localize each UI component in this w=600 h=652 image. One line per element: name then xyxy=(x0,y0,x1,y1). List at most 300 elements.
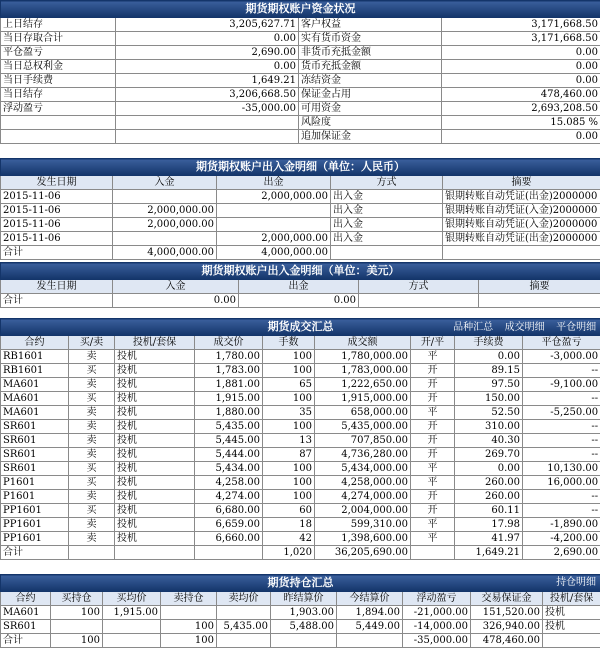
cell: 52.50 xyxy=(455,406,523,420)
cell: 买 xyxy=(69,476,115,490)
total-cell: 478,460.00 xyxy=(471,634,543,648)
cell: 60.11 xyxy=(455,504,523,518)
cell: 投机 xyxy=(115,518,195,532)
cell: 可用资金 xyxy=(299,102,442,116)
trade-row xyxy=(1,532,600,546)
cell: 5,449.00 xyxy=(337,620,403,634)
cell: 260.00 xyxy=(455,490,523,504)
cny-row xyxy=(1,218,600,232)
cell: 0.00 xyxy=(455,462,523,476)
trade-row xyxy=(1,504,600,518)
total-row xyxy=(1,546,600,560)
cell: 599,310.00 xyxy=(315,518,411,532)
cell: 浮动盈亏 xyxy=(1,102,116,116)
cell: 追加保证金 xyxy=(299,130,442,144)
cell: 卖 xyxy=(69,448,115,462)
cny-title: 期货期权账户出入金明细（单位：人民币） xyxy=(1,159,600,176)
total-cell xyxy=(337,634,403,648)
cell: 0.00 xyxy=(442,130,600,144)
cell: 平 xyxy=(411,532,455,546)
cell: 1,780.00 xyxy=(195,350,263,364)
cell: 2,004,000.00 xyxy=(315,504,411,518)
cell: 投机 xyxy=(543,606,600,620)
cell xyxy=(116,116,299,130)
cell: 投机 xyxy=(115,462,195,476)
cell: 100 xyxy=(263,476,315,490)
total-cell: 2,690.00 xyxy=(523,546,600,560)
cell: -35,000.00 xyxy=(116,102,299,116)
cell: 478,460.00 xyxy=(442,88,600,102)
cell: 41.97 xyxy=(455,532,523,546)
cell: 100 xyxy=(263,392,315,406)
total-cell: 100 xyxy=(161,634,217,648)
cell: -- xyxy=(523,448,600,462)
cell: 40.30 xyxy=(455,434,523,448)
position-row xyxy=(1,606,600,620)
cell: -1,890.00 xyxy=(523,518,600,532)
cell: MA601 xyxy=(1,406,69,420)
trade-row xyxy=(1,518,600,532)
cell xyxy=(1,116,116,130)
total-cell: 100 xyxy=(51,634,103,648)
total-cell xyxy=(411,546,455,560)
cell: 150.00 xyxy=(455,392,523,406)
column-header: 今结算价 xyxy=(337,592,403,606)
cell: 100 xyxy=(263,420,315,434)
column-header: 合约 xyxy=(1,336,69,350)
cell xyxy=(1,130,116,144)
cell xyxy=(217,204,331,218)
trades-links xyxy=(453,319,596,336)
total-cell: 0.00 xyxy=(239,294,359,308)
cell xyxy=(217,218,331,232)
funds-row xyxy=(1,32,600,46)
cell: 17.98 xyxy=(455,518,523,532)
cell: 0.00 xyxy=(116,60,299,74)
cell: -14,000.00 xyxy=(403,620,471,634)
cell: P1601 xyxy=(1,476,69,490)
total-cell xyxy=(479,294,600,308)
cell: 5,488.00 xyxy=(271,620,337,634)
funds-row xyxy=(1,18,600,32)
column-header: 买均价 xyxy=(103,592,161,606)
position-row xyxy=(1,620,600,634)
column-header: 发生日期 xyxy=(1,176,113,190)
cell: RB1601 xyxy=(1,364,69,378)
cell: 0.00 xyxy=(116,32,299,46)
cell: 1,903.00 xyxy=(271,606,337,620)
cell: 326,940.00 xyxy=(471,620,543,634)
cell: 35 xyxy=(263,406,315,420)
cell: SR601 xyxy=(1,420,69,434)
cell: 269.70 xyxy=(455,448,523,462)
cny-row xyxy=(1,232,600,246)
column-header: 开/平 xyxy=(411,336,455,350)
total-cell xyxy=(195,546,263,560)
total-cell: -35,000.00 xyxy=(403,634,471,648)
cell: 上日结存 xyxy=(1,18,116,32)
cell: 100 xyxy=(263,462,315,476)
cell xyxy=(103,620,161,634)
trades-title: 期货成交汇总 xyxy=(267,320,334,333)
cell: SR601 xyxy=(1,434,69,448)
cell xyxy=(161,606,217,620)
cell: 3,205,627.71 xyxy=(116,18,299,32)
total-cell: 36,205,690.00 xyxy=(315,546,411,560)
cell: -3,000.00 xyxy=(523,350,600,364)
total-cell xyxy=(103,634,161,648)
cell: 开 xyxy=(411,504,455,518)
cell: 卖 xyxy=(69,406,115,420)
cell: 6,680.00 xyxy=(195,504,263,518)
cell: 2,000,000.00 xyxy=(217,190,331,204)
cell: -- xyxy=(523,420,600,434)
total-cell xyxy=(543,634,600,648)
column-header: 手续费 xyxy=(455,336,523,350)
cell: 1,915,000.00 xyxy=(315,392,411,406)
cell: 投机 xyxy=(115,448,195,462)
link-variety-summary[interactable]: 品种汇总 xyxy=(453,322,494,333)
cell: 买 xyxy=(69,462,115,476)
cell: 100 xyxy=(263,350,315,364)
cell: 卖 xyxy=(69,350,115,364)
funds-row xyxy=(1,102,600,116)
column-header: 摘要 xyxy=(443,176,600,190)
cell: 4,736,280.00 xyxy=(315,448,411,462)
column-header: 卖均价 xyxy=(217,592,271,606)
cell: 卖 xyxy=(69,420,115,434)
total-cell xyxy=(69,546,115,560)
cell: 投机 xyxy=(115,504,195,518)
cell: 2,693,208.50 xyxy=(442,102,600,116)
cell: 97.50 xyxy=(455,378,523,392)
positions-header xyxy=(1,575,600,592)
cell: 89.15 xyxy=(455,364,523,378)
cell xyxy=(113,232,217,246)
total-row xyxy=(1,634,600,648)
usd-table xyxy=(0,262,600,308)
trades-header xyxy=(1,319,600,336)
column-header: 入金 xyxy=(113,176,217,190)
cell: 1,783,000.00 xyxy=(315,364,411,378)
total-cell xyxy=(331,246,443,260)
cell: 1,915.00 xyxy=(103,606,161,620)
cell: 0.00 xyxy=(442,74,600,88)
cell: 3,171,668.50 xyxy=(442,32,600,46)
cell: PP1601 xyxy=(1,518,69,532)
cell: RB1601 xyxy=(1,350,69,364)
cell: 卖 xyxy=(69,518,115,532)
trade-row xyxy=(1,420,600,434)
total-cell xyxy=(217,634,271,648)
cell: MA601 xyxy=(1,392,69,406)
column-header: 方式 xyxy=(331,176,443,190)
total-cell xyxy=(271,634,337,648)
cell: 10,130.00 xyxy=(523,462,600,476)
cell: 平 xyxy=(411,476,455,490)
cell: 开 xyxy=(411,490,455,504)
trade-row xyxy=(1,378,600,392)
cell: 2,000,000.00 xyxy=(217,232,331,246)
cell: 4,274.00 xyxy=(195,490,263,504)
cell: 4,258,000.00 xyxy=(315,476,411,490)
cell: 当日存取合计 xyxy=(1,32,116,46)
cell: 3,171,668.50 xyxy=(442,18,600,32)
total-cell: 合计 xyxy=(1,294,113,308)
funds-row xyxy=(1,130,600,144)
column-header: 投机/套保 xyxy=(543,592,600,606)
cell: 客户权益 xyxy=(299,18,442,32)
cell: 4,274,000.00 xyxy=(315,490,411,504)
trade-row xyxy=(1,350,600,364)
cell: 5,445.00 xyxy=(195,434,263,448)
total-cell: 1,649.21 xyxy=(455,546,523,560)
total-row xyxy=(1,294,600,308)
funds-title: 期货期权账户资金状况 xyxy=(1,1,600,18)
cell: 卖 xyxy=(69,532,115,546)
cell: PP1601 xyxy=(1,504,69,518)
cell: 6,659.00 xyxy=(195,518,263,532)
cell: 银期转账自动凭证(出金)2000000 xyxy=(443,232,600,246)
cell: 42 xyxy=(263,532,315,546)
cell: 100 xyxy=(51,606,103,620)
cell: 投机 xyxy=(115,476,195,490)
cell: 100 xyxy=(263,490,315,504)
cell: 银期转账自动凭证(入金)2000000 xyxy=(443,218,600,232)
column-header: 入金 xyxy=(113,280,239,294)
cell: 2015-11-06 xyxy=(1,204,113,218)
cny-table xyxy=(0,158,600,260)
cell: 出入金 xyxy=(331,218,443,232)
cell: -21,000.00 xyxy=(403,606,471,620)
funds-row xyxy=(1,116,600,130)
total-cell: 0.00 xyxy=(113,294,239,308)
cell: 卖 xyxy=(69,434,115,448)
cell: 1,881.00 xyxy=(195,378,263,392)
cell: 买 xyxy=(69,504,115,518)
cell: 658,000.00 xyxy=(315,406,411,420)
cell: 5,434.00 xyxy=(195,462,263,476)
positions-title: 期货持仓汇总 xyxy=(267,576,334,589)
column-header: 平仓盈亏 xyxy=(523,336,600,350)
cell: 260.00 xyxy=(455,476,523,490)
cell: 87 xyxy=(263,448,315,462)
cell: 投机 xyxy=(115,490,195,504)
cell: 1,894.00 xyxy=(337,606,403,620)
trade-row xyxy=(1,448,600,462)
cell: 1,915.00 xyxy=(195,392,263,406)
cell: -- xyxy=(523,504,600,518)
cell: 1,780,000.00 xyxy=(315,350,411,364)
column-header: 买持仓 xyxy=(51,592,103,606)
cell: MA601 xyxy=(1,606,51,620)
total-cell xyxy=(115,546,195,560)
cell: 65 xyxy=(263,378,315,392)
column-header: 交易保证金 xyxy=(471,592,543,606)
cell: -- xyxy=(523,490,600,504)
cell: 13 xyxy=(263,434,315,448)
total-row xyxy=(1,246,600,260)
column-headers xyxy=(1,336,600,350)
cell: 2015-11-06 xyxy=(1,218,113,232)
cell: SR601 xyxy=(1,620,51,634)
trade-row xyxy=(1,476,600,490)
trades-table xyxy=(0,318,600,560)
cell: 100 xyxy=(161,620,217,634)
cell: 出入金 xyxy=(331,204,443,218)
cell: 保证金占用 xyxy=(299,88,442,102)
column-header: 方式 xyxy=(359,280,479,294)
column-header: 摘要 xyxy=(479,280,600,294)
column-header: 发生日期 xyxy=(1,280,113,294)
cell: 开 xyxy=(411,364,455,378)
cell: 平 xyxy=(411,518,455,532)
total-cell: 1,020 xyxy=(263,546,315,560)
cell: 卖 xyxy=(69,378,115,392)
column-headers xyxy=(1,280,600,294)
positions-table xyxy=(0,574,600,648)
cell: 买 xyxy=(69,364,115,378)
link-trade-detail[interactable]: 成交明细 xyxy=(504,322,545,333)
cell: -- xyxy=(523,434,600,448)
cell xyxy=(116,130,299,144)
cell: SR601 xyxy=(1,448,69,462)
cell: 投机 xyxy=(115,350,195,364)
cell: 6,660.00 xyxy=(195,532,263,546)
cell: 投机 xyxy=(115,434,195,448)
cell: 平 xyxy=(411,462,455,476)
cell: 4,258.00 xyxy=(195,476,263,490)
cell: 出入金 xyxy=(331,190,443,204)
link-close-detail[interactable]: 平仓明细 xyxy=(556,322,597,333)
cny-row xyxy=(1,190,600,204)
cell: 卖 xyxy=(69,490,115,504)
cell: 151,520.00 xyxy=(471,606,543,620)
column-header: 成交额 xyxy=(315,336,411,350)
cell: 货币充抵金额 xyxy=(299,60,442,74)
cell: 1,398,600.00 xyxy=(315,532,411,546)
cell: 开 xyxy=(411,420,455,434)
column-header: 成交价 xyxy=(195,336,263,350)
cell: 当日手续费 xyxy=(1,74,116,88)
cell: 投机 xyxy=(115,406,195,420)
cell: 2015-11-06 xyxy=(1,232,113,246)
total-cell xyxy=(359,294,479,308)
cell xyxy=(217,606,271,620)
cell: MA601 xyxy=(1,378,69,392)
total-cell: 合计 xyxy=(1,246,113,260)
cell: 银期转账自动凭证(出金)2000000 xyxy=(443,190,600,204)
trade-row xyxy=(1,406,600,420)
cell: 平 xyxy=(411,406,455,420)
cell: 18 xyxy=(263,518,315,532)
cell: 当日结存 xyxy=(1,88,116,102)
funds-table xyxy=(0,0,600,144)
cell: 1,783.00 xyxy=(195,364,263,378)
column-header: 买/卖 xyxy=(69,336,115,350)
cell: 出入金 xyxy=(331,232,443,246)
cell: -4,200.00 xyxy=(523,532,600,546)
cell: -5,250.00 xyxy=(523,406,600,420)
cny-row xyxy=(1,204,600,218)
cell: 冻结资金 xyxy=(299,74,442,88)
total-cell: 4,000,000.00 xyxy=(113,246,217,260)
cell: 16,000.00 xyxy=(523,476,600,490)
total-cell xyxy=(443,246,600,260)
funds-row xyxy=(1,46,600,60)
column-headers xyxy=(1,176,600,190)
cell: 实有货币资金 xyxy=(299,32,442,46)
cell: PP1601 xyxy=(1,532,69,546)
column-headers xyxy=(1,592,600,606)
cell: -9,100.00 xyxy=(523,378,600,392)
cell: 开 xyxy=(411,392,455,406)
trade-row xyxy=(1,462,600,476)
cell: 707,850.00 xyxy=(315,434,411,448)
cell: SR601 xyxy=(1,462,69,476)
cell: 投机 xyxy=(543,620,600,634)
funds-row xyxy=(1,60,600,74)
cell: 当日总权利金 xyxy=(1,60,116,74)
trade-row xyxy=(1,434,600,448)
cell: 投机 xyxy=(115,364,195,378)
column-header: 出金 xyxy=(239,280,359,294)
cell: 银期转账自动凭证(入金)2000000 xyxy=(443,204,600,218)
funds-row xyxy=(1,74,600,88)
cell: 投机 xyxy=(115,532,195,546)
cell: 1,649.21 xyxy=(116,74,299,88)
cell: 2,000,000.00 xyxy=(113,204,217,218)
cell: 5,435.00 xyxy=(195,420,263,434)
column-header: 出金 xyxy=(217,176,331,190)
cell: P1601 xyxy=(1,490,69,504)
column-header: 昨结算价 xyxy=(271,592,337,606)
total-cell: 合计 xyxy=(1,546,69,560)
cell: 非货币充抵金额 xyxy=(299,46,442,60)
total-cell: 合计 xyxy=(1,634,51,648)
cell: 1,880.00 xyxy=(195,406,263,420)
column-header: 合约 xyxy=(1,592,51,606)
cell: 开 xyxy=(411,448,455,462)
column-header: 手数 xyxy=(263,336,315,350)
cell: 5,435.00 xyxy=(217,620,271,634)
cell: 0.00 xyxy=(442,60,600,74)
link-position-detail[interactable]: 持仓明细 xyxy=(556,577,597,588)
cell xyxy=(113,190,217,204)
cell: 0.00 xyxy=(455,350,523,364)
trade-row xyxy=(1,392,600,406)
cell xyxy=(51,620,103,634)
cell: 5,444.00 xyxy=(195,448,263,462)
column-header: 卖持仓 xyxy=(161,592,217,606)
cell: 0.00 xyxy=(442,46,600,60)
cell: 投机 xyxy=(115,392,195,406)
column-header: 浮动盈亏 xyxy=(403,592,471,606)
cell: 15.085 % xyxy=(442,116,600,130)
total-cell: 4,000,000.00 xyxy=(217,246,331,260)
cell: 2,690.00 xyxy=(116,46,299,60)
cell: 风险度 xyxy=(299,116,442,130)
cell: 2015-11-06 xyxy=(1,190,113,204)
cell: 2,000,000.00 xyxy=(113,218,217,232)
trade-row xyxy=(1,490,600,504)
cell: -- xyxy=(523,364,600,378)
cell: 100 xyxy=(263,364,315,378)
cell: 3,206,668.50 xyxy=(116,88,299,102)
cell: 投机 xyxy=(115,420,195,434)
column-header: 投机/套保 xyxy=(115,336,195,350)
cell: 开 xyxy=(411,434,455,448)
